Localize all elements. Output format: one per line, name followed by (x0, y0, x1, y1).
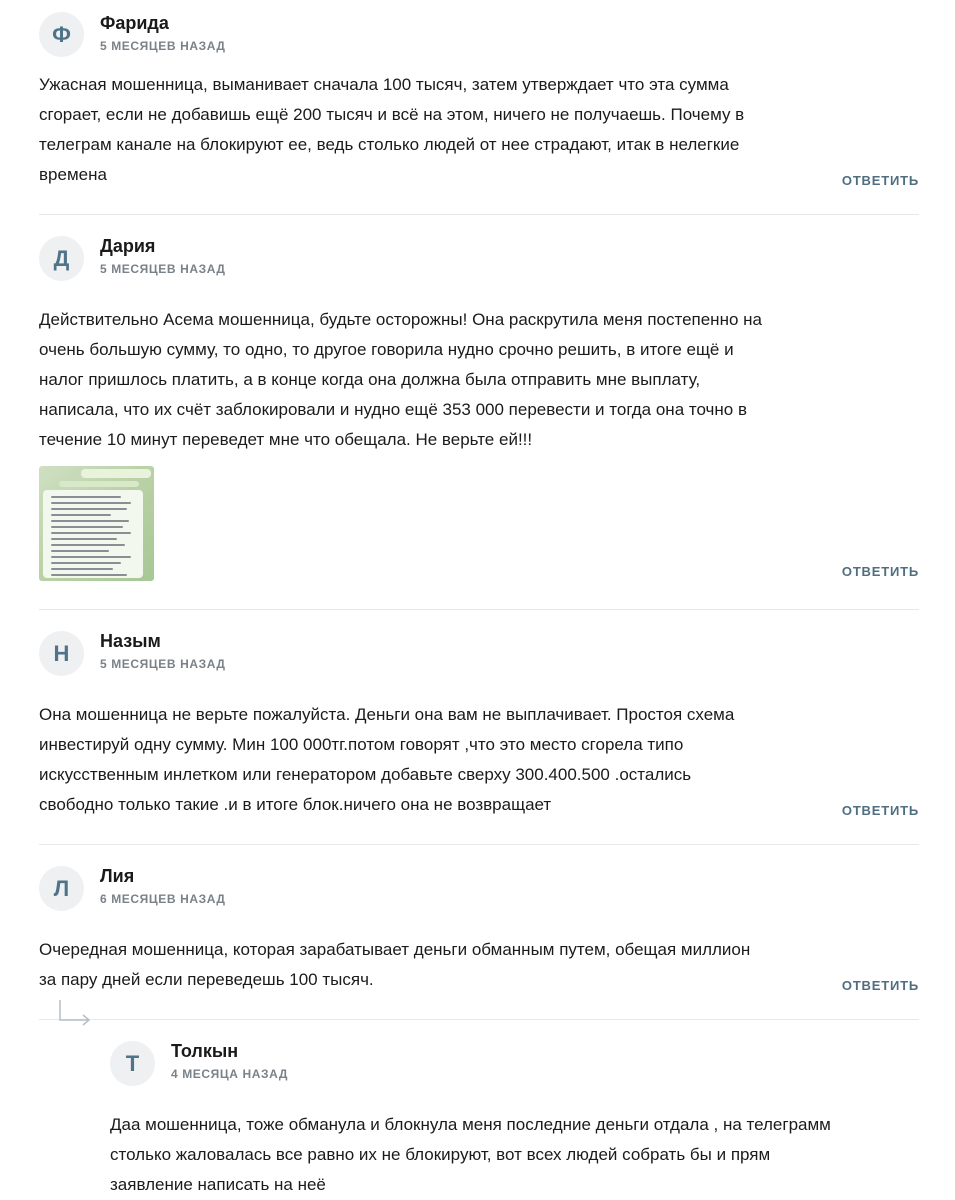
comment (39, 610, 919, 845)
avatar: Н (39, 631, 84, 676)
comment-text (39, 700, 829, 820)
comment-text (39, 935, 829, 995)
comment-text (110, 1110, 900, 1200)
comment-text-line: Действительно Асема мошенница, будьте осторожны! Она раскрутила меня постепенно на (39, 310, 762, 329)
comment-text-line: Она мошенница не верьте пожалуйста. Деньги она вам не выплачивает. Простоя схема (39, 705, 735, 724)
comment-text-line: свободно только такие .и в итоге блок.ничего она не возвращает (39, 795, 552, 814)
reply-button[interactable]: ОТВЕТИТЬ (841, 803, 919, 818)
comment-text-line: очень большую сумму, то одно, то другое говорила нудно срочно решить, в итоге ещё и (39, 340, 734, 359)
comment-text-line: сгорает, если не добавишь ещё 200 тысяч и всё на этом, ничего не получаешь. Почему в (39, 105, 745, 124)
comment-body (39, 305, 919, 581)
comment (39, 0, 919, 215)
avatar: Л (39, 866, 84, 911)
comment-date: 5 МЕСЯЦЕВ НАЗАД (100, 39, 226, 53)
comment-text (39, 305, 829, 455)
comment-meta (100, 859, 226, 906)
comment-text-line: времена (39, 165, 107, 184)
comment-date: 6 МЕСЯЦЕВ НАЗАД (100, 892, 226, 906)
comment (39, 215, 919, 610)
avatar: Д (39, 236, 84, 281)
comment-text-line: течение 10 минут переведет мне что обещала. Не верьте ей!!! (39, 430, 533, 449)
author-name: Назым (100, 631, 161, 651)
comment-meta (100, 229, 226, 276)
comment-date: 5 МЕСЯЦЕВ НАЗАД (100, 262, 226, 276)
comment-date: 4 МЕСЯЦА НАЗАД (171, 1067, 288, 1081)
comment-body (39, 935, 919, 995)
author-name: Лия (100, 866, 135, 886)
comment-text (39, 70, 829, 190)
comment-header (39, 0, 919, 60)
comment-header (110, 1034, 919, 1094)
comment-body (39, 70, 919, 190)
reply-comment (110, 1020, 919, 1200)
chat-screenshot-image[interactable] (39, 466, 154, 581)
comment-text-line: написала, что их счёт заблокировали и нудно ещё 353 000 перевести и тогда она точно в (39, 400, 748, 419)
avatar: Ф (39, 12, 84, 57)
comment-text-line: телеграм канале на блокируют ее, ведь столько людей от нее страдают, итак в нелегкие (39, 135, 740, 154)
comment-header (39, 624, 919, 684)
avatar: Т (110, 1041, 155, 1086)
comment (39, 845, 919, 1020)
comment-header (39, 229, 919, 289)
reply-button[interactable]: ОТВЕТИТЬ (841, 978, 919, 993)
comment-text-line: Очередная мошенница, которая зарабатывает деньги обманным путем, обещая миллион (39, 940, 751, 959)
comment-header (39, 859, 919, 919)
author-name: Толкын (171, 1041, 239, 1061)
comment-text-line: искусственным инлетком или генератором добавьте сверху 300.400.500 .остались (39, 765, 692, 784)
comment-text-line: заявление написать на неё (110, 1175, 326, 1194)
comment-body (39, 700, 919, 820)
reply-arrow-icon (58, 998, 92, 1028)
comment-text-line: за пару дней если переведешь 100 тысяч. (39, 970, 374, 989)
comment-text-line: инвестируй одну сумму. Мин 100 000тг.потом говорят ,что это место сгорела типо (39, 735, 684, 754)
author-name: Фарида (100, 13, 169, 33)
comment-text-line: столько жаловалась все равно их не блокируют, вот всех людей собрать бы и прям (110, 1145, 771, 1164)
comment-text-line: налог пришлось платить, а в конце когда она должна была отправить мне выплату, (39, 370, 701, 389)
comment-text-line: Ужасная мошенница, выманивает сначала 100 тысяч, затем утверждает что эта сумма (39, 75, 729, 94)
comment-body (110, 1110, 919, 1200)
author-name: Дария (100, 236, 156, 256)
reply-button[interactable]: ОТВЕТИТЬ (841, 564, 919, 579)
comment-meta (100, 624, 226, 671)
comment-text-line: Даа мошенница, тоже обманула и блокнула меня последние деньги отдала , на телеграмм (110, 1115, 831, 1134)
reply-button[interactable]: ОТВЕТИТЬ (841, 173, 919, 188)
comment-meta (171, 1034, 288, 1081)
comment-date: 5 МЕСЯЦЕВ НАЗАД (100, 657, 226, 671)
comment-meta (100, 0, 226, 53)
